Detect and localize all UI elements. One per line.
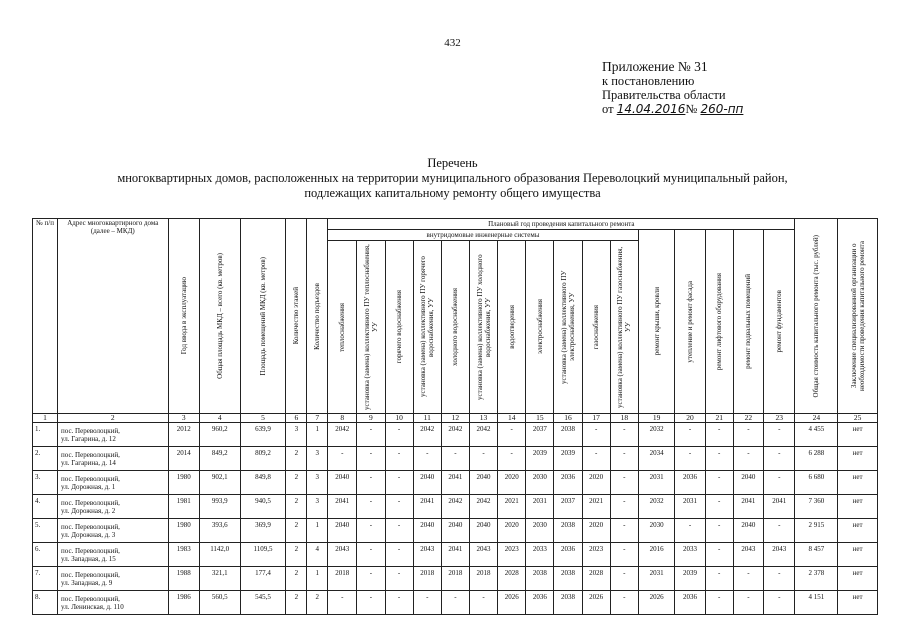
table-cell: 2 (286, 495, 307, 519)
table-cell: - (610, 543, 638, 567)
row-address (58, 423, 169, 447)
table-cell: - (385, 495, 413, 519)
table-cell: - (498, 447, 526, 471)
table-cell: 560,5 (199, 591, 240, 615)
table-cell: 2042 (413, 423, 441, 447)
table-row (33, 447, 878, 471)
appendix-from: от (602, 102, 614, 116)
table-cell: 3 (307, 495, 328, 519)
column-number: 5 (240, 414, 286, 423)
address-line-1: пос. Переволоцкий, (61, 498, 120, 507)
table-cell: - (385, 423, 413, 447)
column-number: 18 (610, 414, 638, 423)
table-cell: 1986 (168, 591, 199, 615)
column-number: 16 (554, 414, 582, 423)
table-cell: 2 378 (795, 567, 838, 591)
address-line-1: пос. Переволоцкий, (61, 450, 120, 459)
appendix-date: 14.04.2016 (616, 102, 686, 116)
table-cell: - (705, 423, 733, 447)
table-cell: 2 (286, 519, 307, 543)
table-cell: 902,1 (199, 471, 240, 495)
header-roof: ремонт крыши, кровли (638, 230, 675, 414)
header-planned-group: Плановый год проведения капитального ремонта (328, 219, 795, 230)
column-number: 14 (498, 414, 526, 423)
table-cell: 2036 (554, 471, 582, 495)
table-cell: - (733, 567, 763, 591)
table-cell: 2040 (413, 519, 441, 543)
table-cell: 2041 (441, 543, 469, 567)
table-cell: 2039 (675, 567, 705, 591)
row-address (58, 447, 169, 471)
row-number: 6. (33, 543, 58, 567)
table-cell: 1980 (168, 471, 199, 495)
table-cell: - (764, 567, 795, 591)
table-cell: 2023 (498, 543, 526, 567)
address-line-2: ул. Западная, д. 15 (61, 554, 116, 563)
column-number: 2 (58, 414, 169, 423)
row-address (58, 591, 169, 615)
table-cell: 809,2 (240, 447, 286, 471)
column-number: 10 (385, 414, 413, 423)
header-foundation: ремонт фундаментов (764, 230, 795, 414)
title-line-2: многоквартирных домов, расположенных на территории муниципального образования Переволоцкий муниципальный район, (117, 171, 788, 185)
table-cell: 849,8 (240, 471, 286, 495)
table-cell: 2041 (733, 495, 763, 519)
table-cell: 2039 (554, 447, 582, 471)
table-cell: - (385, 567, 413, 591)
table-cell: нет (838, 519, 878, 543)
address-line-1: пос. Переволоцкий, (61, 594, 120, 603)
table-cell: - (675, 423, 705, 447)
table-cell: 2036 (526, 591, 554, 615)
header-facade: утепление и ремонт фасада (675, 230, 705, 414)
column-number: 15 (526, 414, 554, 423)
appendix-block (602, 60, 743, 116)
column-number: 4 (199, 414, 240, 423)
table-cell: 2043 (413, 543, 441, 567)
table-cell: нет (838, 567, 878, 591)
column-number: 11 (413, 414, 441, 423)
table-cell: 2042 (328, 423, 357, 447)
table-cell: 2040 (328, 519, 357, 543)
header-basement: ремонт подвальных помещений (733, 230, 763, 414)
table-cell: 2030 (526, 519, 554, 543)
table-cell: 2020 (582, 519, 610, 543)
table-cell: 2040 (328, 471, 357, 495)
table-cell: 639,9 (240, 423, 286, 447)
table-cell: 2 (307, 591, 328, 615)
header-eng-10: газоснабжения (582, 241, 610, 414)
row-address (58, 471, 169, 495)
header-cost: Общая стоимость капитального ремонта (тыс. рублей) (795, 219, 838, 414)
table-cell: - (469, 447, 497, 471)
header-eng-7: водоотведения (498, 241, 526, 414)
column-number: 7 (307, 414, 328, 423)
title-line-1: Перечень (427, 156, 478, 170)
table-cell: 1983 (168, 543, 199, 567)
table-cell: нет (838, 423, 878, 447)
table-cell: 369,9 (240, 519, 286, 543)
address-line-1: пос. Переволоцкий, (61, 474, 120, 483)
appendix-doc-number: 260-пп (700, 102, 744, 116)
table-cell: 3 (286, 423, 307, 447)
column-number: 3 (168, 414, 199, 423)
table-row (33, 495, 878, 519)
table-cell: - (357, 567, 385, 591)
table-cell: 2026 (498, 591, 526, 615)
table-cell: 2042 (469, 423, 497, 447)
column-number: 12 (441, 414, 469, 423)
header-num: № п/п (33, 219, 58, 414)
table-cell: - (498, 423, 526, 447)
table-cell: 1109,5 (240, 543, 286, 567)
address-line-2: ул. Дорожная, д. 3 (61, 530, 116, 539)
table-cell: 2040 (733, 471, 763, 495)
column-number: 8 (328, 414, 357, 423)
header-elevator: ремонт лифтового оборудования (705, 230, 733, 414)
header-year: Год ввода в эксплуатацию (168, 219, 199, 414)
column-number: 23 (764, 414, 795, 423)
table-cell: 2026 (638, 591, 675, 615)
table-cell: - (385, 591, 413, 615)
table-cell: - (610, 423, 638, 447)
address-line-2: ул. Западная, д. 9 (61, 578, 113, 587)
table-cell: - (357, 447, 385, 471)
table-cell: - (328, 591, 357, 615)
table-cell: 321,1 (199, 567, 240, 591)
table-cell: - (610, 519, 638, 543)
table-cell: 2030 (638, 519, 675, 543)
table-cell: - (675, 519, 705, 543)
row-number: 7. (33, 567, 58, 591)
table-cell: - (705, 495, 733, 519)
table-cell: 2028 (582, 567, 610, 591)
table-row (33, 471, 878, 495)
table-cell: 2041 (328, 495, 357, 519)
table-cell: - (385, 447, 413, 471)
document-title (0, 156, 905, 201)
table-row (33, 567, 878, 591)
table-cell: 2020 (498, 519, 526, 543)
table-cell: нет (838, 471, 878, 495)
table-cell: 2031 (638, 471, 675, 495)
table-cell: 2020 (582, 471, 610, 495)
table-cell: 2031 (675, 495, 705, 519)
table-cell: 2040 (441, 519, 469, 543)
header-address: Адрес многоквартирного дома (далее – МКД) (58, 219, 169, 414)
table-cell: 2012 (168, 423, 199, 447)
appendix-number-sign: № (685, 102, 698, 116)
table-cell: 6 680 (795, 471, 838, 495)
table-cell: - (357, 591, 385, 615)
table-cell: 4 455 (795, 423, 838, 447)
table-cell: - (705, 567, 733, 591)
table-cell: 2016 (638, 543, 675, 567)
table-cell: 2018 (441, 567, 469, 591)
table-cell: - (733, 423, 763, 447)
header-area-total: Общая площадь МКД – всего (кв. метров) (199, 219, 240, 414)
table-cell: 2038 (526, 567, 554, 591)
table-cell: 2037 (554, 495, 582, 519)
column-number: 20 (675, 414, 705, 423)
address-line-1: пос. Переволоцкий, (61, 570, 120, 579)
table-cell: - (385, 543, 413, 567)
table-cell: - (328, 447, 357, 471)
table-cell: 2018 (328, 567, 357, 591)
table-cell: 2042 (441, 495, 469, 519)
row-number: 2. (33, 447, 58, 471)
appendix-line-2: к постановлению (602, 74, 695, 88)
row-number: 3. (33, 471, 58, 495)
table-cell: 2 (286, 471, 307, 495)
row-address (58, 495, 169, 519)
address-line-2: ул. Гагарина, д. 14 (61, 458, 116, 467)
table-cell: 2043 (328, 543, 357, 567)
header-entrances: Количество подъездов (307, 219, 328, 414)
table-cell: 545,5 (240, 591, 286, 615)
table-cell: 2021 (498, 495, 526, 519)
table-cell: 2014 (168, 447, 199, 471)
table-cell: - (764, 519, 795, 543)
header-engineering-group: внутридомовые инженерные системы (328, 230, 639, 241)
table-cell: 2039 (526, 447, 554, 471)
table-cell: 2033 (526, 543, 554, 567)
table-cell: 2043 (469, 543, 497, 567)
column-number: 24 (795, 414, 838, 423)
table-cell: 2 (286, 591, 307, 615)
table-cell: нет (838, 591, 878, 615)
table-cell: 2038 (554, 519, 582, 543)
table-cell: - (705, 447, 733, 471)
table-cell: 2036 (675, 591, 705, 615)
table-cell: 2 915 (795, 519, 838, 543)
table-cell: - (675, 447, 705, 471)
table-cell: - (441, 591, 469, 615)
table-cell: 2042 (469, 495, 497, 519)
table-cell: - (733, 447, 763, 471)
table-cell: 2032 (638, 495, 675, 519)
header-eng-4: установка (замена) коллективного ПУ горячего водоснабжения, УУ (413, 241, 441, 414)
table-cell: - (764, 423, 795, 447)
table-cell: - (413, 591, 441, 615)
table-cell: 940,5 (240, 495, 286, 519)
table-cell: - (610, 495, 638, 519)
table-cell: 4 151 (795, 591, 838, 615)
table-cell: 1 (307, 423, 328, 447)
table-cell: - (733, 591, 763, 615)
address-line-1: пос. Переволоцкий, (61, 426, 120, 435)
header-eng-3: горячего водоснабжения (385, 241, 413, 414)
table-cell: - (357, 519, 385, 543)
header-floors: Количество этажей (286, 219, 307, 414)
table-row (33, 423, 878, 447)
table-cell: 2038 (554, 423, 582, 447)
header-area-rooms: Площадь помещений МКД (кв. метров) (240, 219, 286, 414)
table-cell: 3 (307, 471, 328, 495)
table-cell: 2041 (764, 495, 795, 519)
table-cell: - (705, 543, 733, 567)
table-cell: 2028 (498, 567, 526, 591)
table-cell: 1988 (168, 567, 199, 591)
table-cell: 2018 (469, 567, 497, 591)
table-cell: 2043 (764, 543, 795, 567)
table-cell: - (764, 447, 795, 471)
table-cell: 849,2 (199, 447, 240, 471)
table-cell: 2033 (675, 543, 705, 567)
table-cell: - (705, 591, 733, 615)
column-number: 17 (582, 414, 610, 423)
header-eng-8: электроснабжения (526, 241, 554, 414)
table-cell: - (610, 567, 638, 591)
column-number: 9 (357, 414, 385, 423)
table-cell: 2040 (413, 471, 441, 495)
table-cell: - (764, 471, 795, 495)
table-cell: 2 (286, 447, 307, 471)
table-cell: 2041 (441, 471, 469, 495)
table-cell: 2038 (554, 567, 582, 591)
table-cell: 3 (307, 447, 328, 471)
header-eng-11: установка (замена) коллективного ПУ газоснабжения, УУ (610, 241, 638, 414)
table-cell: - (469, 591, 497, 615)
column-number: 19 (638, 414, 675, 423)
address-line-2: ул. Дорожная, д. 1 (61, 482, 116, 491)
header-eng-9: установка (замена) коллективного ПУ электроснабжения, УУ (554, 241, 582, 414)
row-number: 4. (33, 495, 58, 519)
table-cell: - (357, 495, 385, 519)
header-eng-1: теплоснабжения (328, 241, 357, 414)
table-cell: - (582, 423, 610, 447)
page-number: 432 (444, 37, 461, 49)
row-address (58, 543, 169, 567)
table-cell: 1980 (168, 519, 199, 543)
header-conclusion: Заключение специализированной организации о необходимости проведения капитального ремонта (838, 219, 878, 414)
table-cell: 2040 (733, 519, 763, 543)
table-cell: 2018 (413, 567, 441, 591)
table-cell: 2038 (554, 591, 582, 615)
table-cell: - (610, 447, 638, 471)
table-row (33, 519, 878, 543)
address-line-2: ул. Ленинская, д. 110 (61, 602, 124, 611)
address-line-1: пос. Переволоцкий, (61, 522, 120, 531)
appendix-line-4 (602, 102, 743, 116)
address-line-2: ул. Дорожная, д. 2 (61, 506, 116, 515)
table-cell: 2036 (554, 543, 582, 567)
table-cell: 2041 (413, 495, 441, 519)
table-cell: 2026 (582, 591, 610, 615)
table-cell: 1 (307, 519, 328, 543)
table-cell: 2031 (638, 567, 675, 591)
header-eng-5: холодного водоснабжения (441, 241, 469, 414)
address-line-1: пос. Переволоцкий, (61, 546, 120, 555)
table-row (33, 591, 878, 615)
row-address (58, 567, 169, 591)
table-cell: - (582, 447, 610, 471)
table-cell: 8 457 (795, 543, 838, 567)
table-cell: 2037 (526, 423, 554, 447)
table-cell: - (357, 543, 385, 567)
header-eng-6: установка (замена) коллективного ПУ холодного водоснабжения, УУ (469, 241, 497, 414)
table-cell: - (357, 423, 385, 447)
table-cell: 960,2 (199, 423, 240, 447)
appendix-line-1: Приложение № 31 (602, 59, 708, 74)
table-cell: 177,4 (240, 567, 286, 591)
table-cell: - (764, 591, 795, 615)
table-cell: 2036 (675, 471, 705, 495)
table-cell: 2040 (469, 471, 497, 495)
table-cell: - (413, 447, 441, 471)
column-number: 22 (733, 414, 763, 423)
table-cell: - (385, 471, 413, 495)
table-cell: нет (838, 447, 878, 471)
column-number: 13 (469, 414, 497, 423)
table-cell: - (441, 447, 469, 471)
table-cell: - (385, 519, 413, 543)
table-cell: 2020 (498, 471, 526, 495)
table-cell: 2032 (638, 423, 675, 447)
table-cell: 993,9 (199, 495, 240, 519)
table-cell: 1 (307, 567, 328, 591)
row-number: 8. (33, 591, 58, 615)
title-line-3: подлежащих капитальному ремонту общего имущества (304, 186, 601, 200)
address-line-2: ул. Гагарина, д. 12 (61, 434, 116, 443)
table-cell: 2 (286, 543, 307, 567)
table-cell: 1142,0 (199, 543, 240, 567)
column-number: 25 (838, 414, 878, 423)
table-cell: 2021 (582, 495, 610, 519)
appendix-line-3: Правительства области (602, 88, 726, 102)
table-cell: нет (838, 543, 878, 567)
table-cell: - (610, 591, 638, 615)
table-cell: 2030 (526, 471, 554, 495)
table-cell: - (357, 471, 385, 495)
header-eng-2: установка (замена) коллективного ПУ теплоснабжения, УУ (357, 241, 385, 414)
table-cell: 6 288 (795, 447, 838, 471)
column-number: 21 (705, 414, 733, 423)
houses-table (32, 218, 878, 615)
table-cell: 2043 (733, 543, 763, 567)
table-cell: 2031 (526, 495, 554, 519)
column-number: 6 (286, 414, 307, 423)
table-cell: - (705, 519, 733, 543)
table-cell: 2023 (582, 543, 610, 567)
column-number: 1 (33, 414, 58, 423)
table-cell: - (610, 471, 638, 495)
row-number: 5. (33, 519, 58, 543)
table-cell: 2042 (441, 423, 469, 447)
table-cell: нет (838, 495, 878, 519)
table-cell: 393,6 (199, 519, 240, 543)
table-cell: 2 (286, 567, 307, 591)
row-number: 1. (33, 423, 58, 447)
table-row (33, 543, 878, 567)
table-cell: - (705, 471, 733, 495)
row-address (58, 519, 169, 543)
table-cell: 2040 (469, 519, 497, 543)
table-cell: 7 360 (795, 495, 838, 519)
table-cell: 2034 (638, 447, 675, 471)
table-cell: 4 (307, 543, 328, 567)
table-cell: 1981 (168, 495, 199, 519)
